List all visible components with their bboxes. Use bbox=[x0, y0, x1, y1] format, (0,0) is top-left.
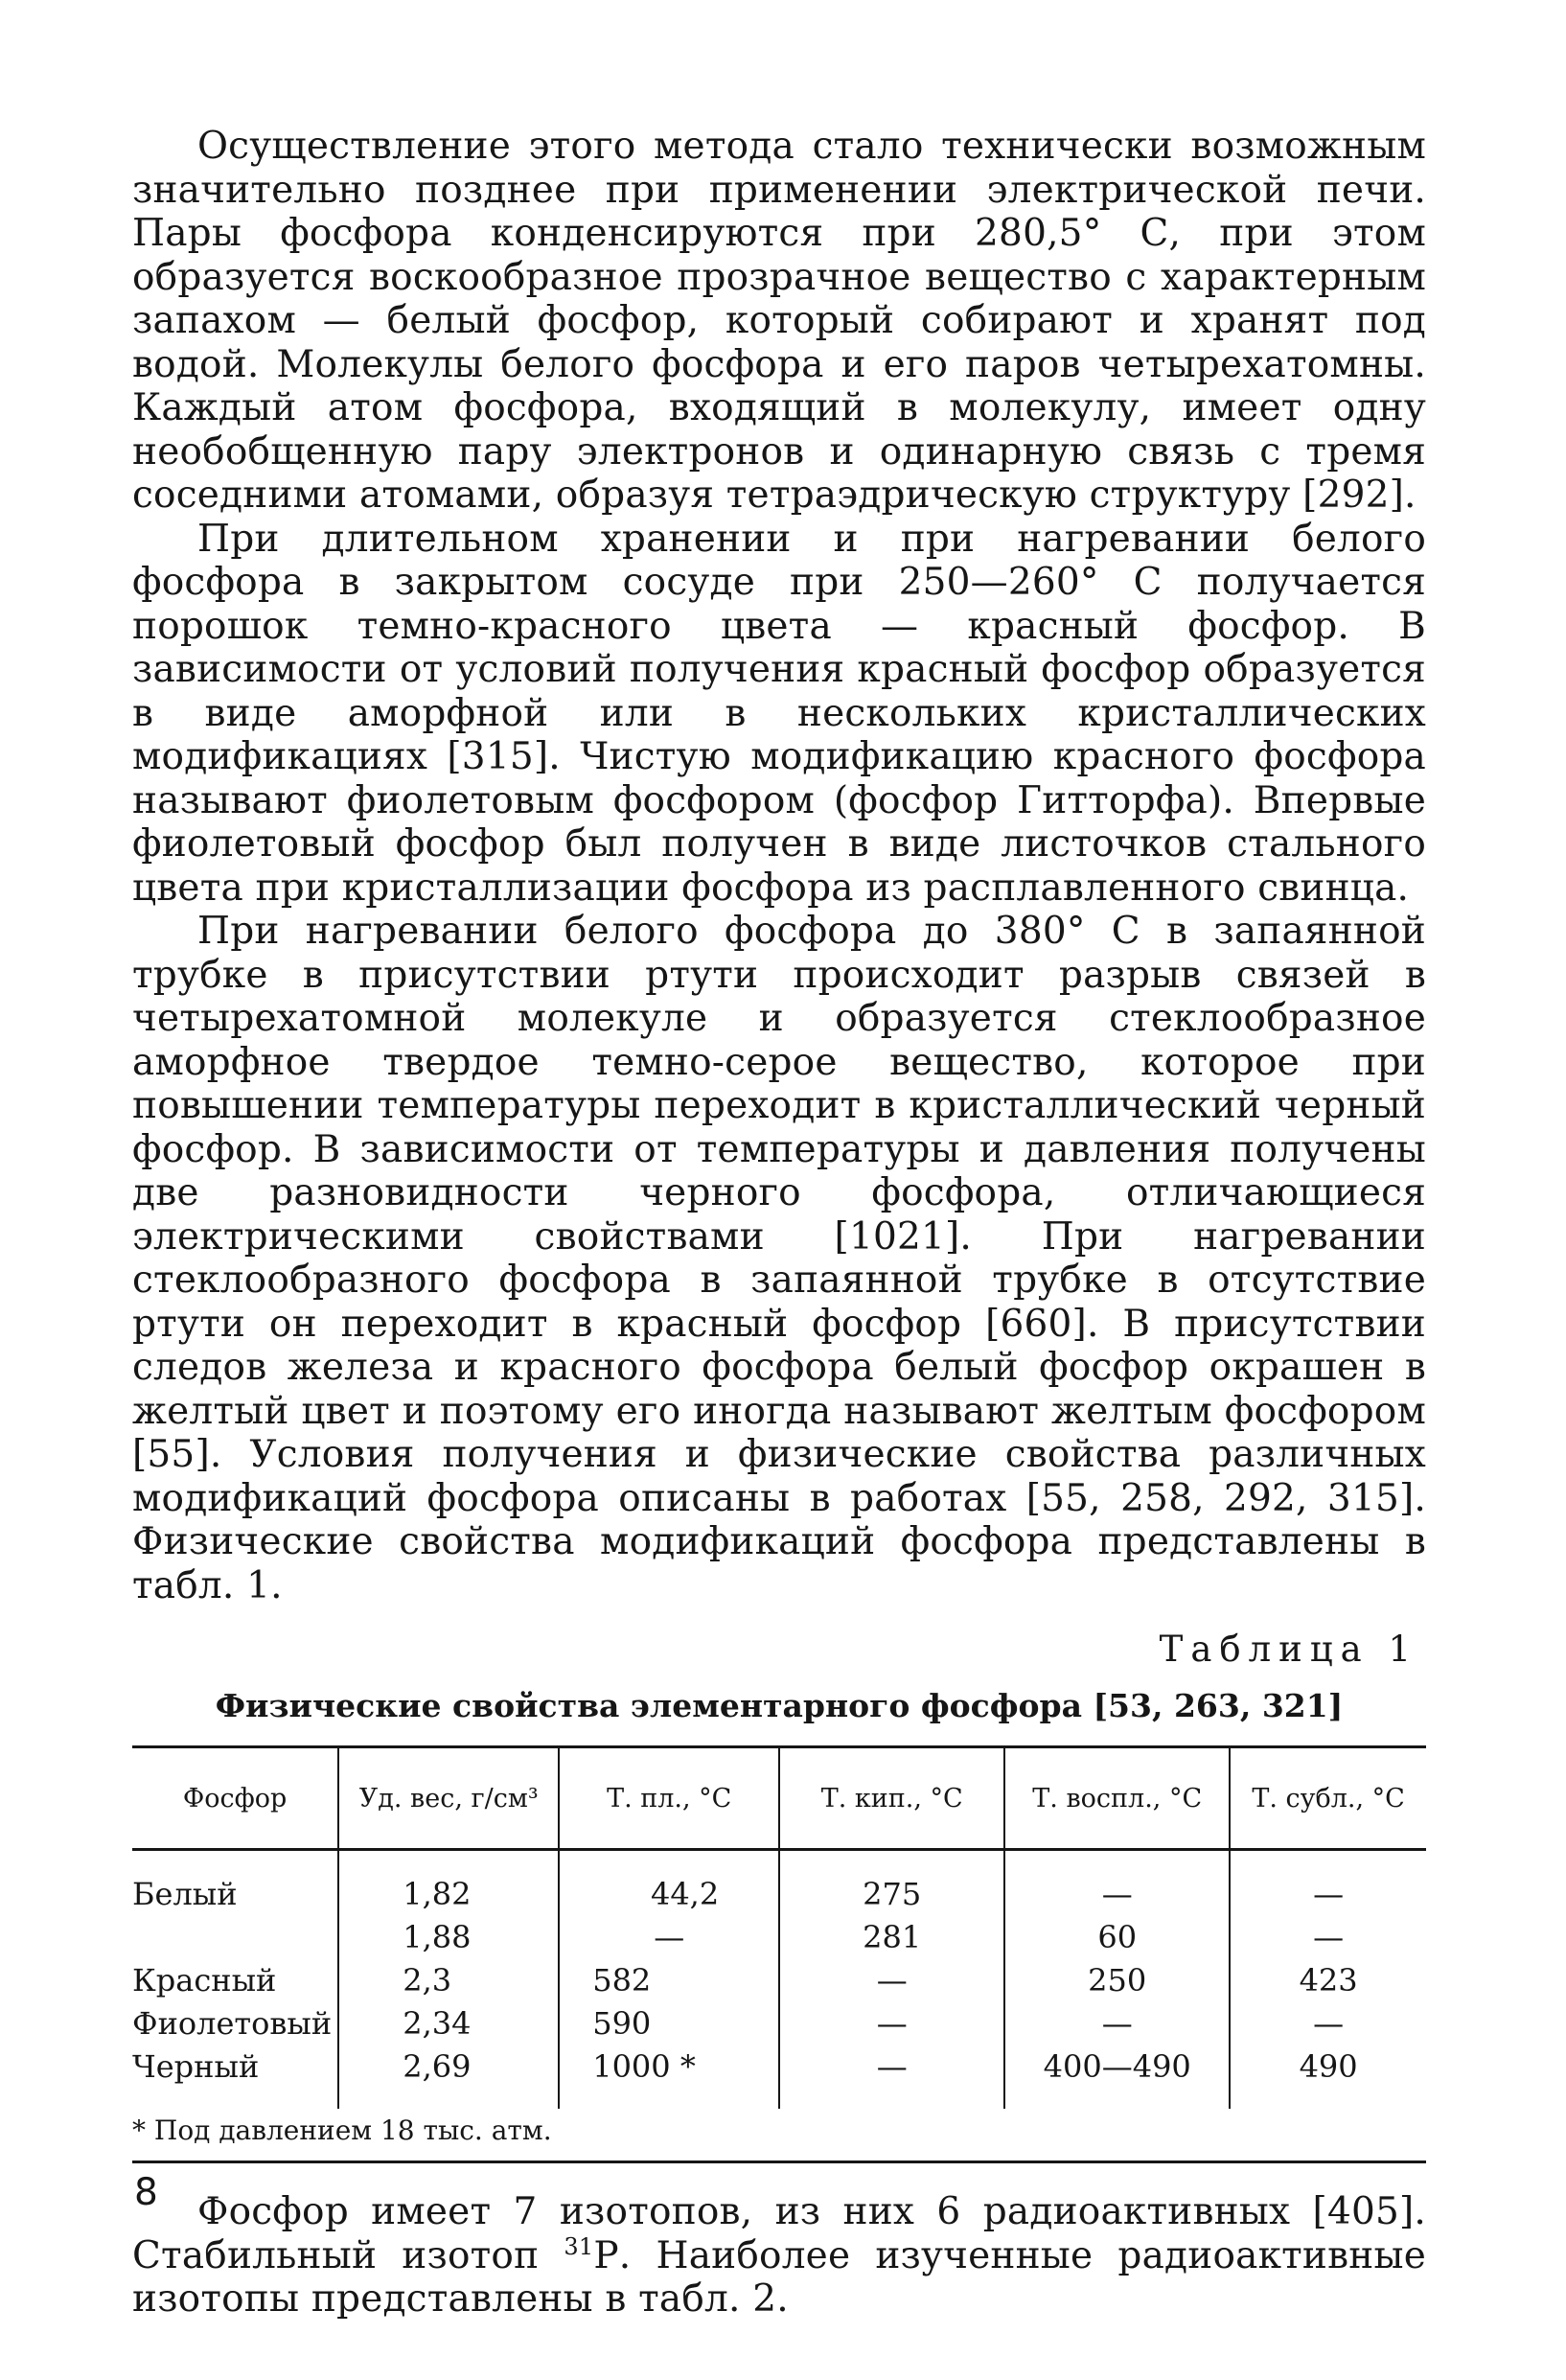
cell-name bbox=[132, 1915, 338, 1958]
table-label: Таблица 1 bbox=[1159, 1629, 1418, 1670]
phosphorus-properties-table bbox=[132, 1745, 1426, 2163]
cell-sublimation: 423 bbox=[1230, 1958, 1426, 2001]
table-footnote: * Под давлением 18 тыс. атм. bbox=[132, 2114, 552, 2146]
cell-name: Белый bbox=[132, 1875, 238, 1912]
table-row bbox=[132, 1850, 1426, 1916]
table-row bbox=[132, 2045, 1426, 2109]
cell-melting: — bbox=[559, 1915, 779, 1958]
cell-name: Фиолетовый bbox=[132, 2004, 333, 2042]
table-title: Физические свойства элементарного фосфора [53, 263, 321] bbox=[215, 1687, 1344, 1724]
final-text-start: Фосфор имеет 7 изотопов, из них 6 радиоактивных [405]. Стабильный изотоп bbox=[132, 2190, 1426, 2277]
cell-ignition: 60 bbox=[1004, 1915, 1230, 1958]
cell-ignition: — bbox=[1004, 2001, 1230, 2045]
table-row bbox=[132, 2001, 1426, 2045]
cell-boiling: — bbox=[779, 1958, 1004, 2001]
cell-ignition: — bbox=[1004, 1850, 1230, 1916]
cell-sublimation: — bbox=[1230, 2001, 1426, 2045]
table-row bbox=[132, 1958, 1426, 2001]
header-melting-point: Т. пл., °С bbox=[559, 1747, 779, 1850]
cell-ignition: 250 bbox=[1004, 1958, 1230, 2001]
cell-name: Красный bbox=[132, 1961, 277, 1999]
cell-melting: 582 bbox=[559, 1958, 779, 2001]
page-number: 8 bbox=[134, 2171, 158, 2214]
header-ignition-point: Т. воспл., °С bbox=[1004, 1747, 1230, 1850]
cell-boiling: — bbox=[779, 2045, 1004, 2109]
paragraph-3: При нагревании белого фосфора до 380° С в запаянной трубке в присутствии ртути происходит разрыв связей в четырехатомной молекуле и образуется стеклообразное аморфное твердое темно-серое вещество, которое при повышении температуры переходит в кристаллический черный фосфор. В зависимости от температуры и давления получены две разновидности черного фосфора, отличающиеся электрическими свойствами [1021]. При нагревании стеклообразного фосфора в запаянной трубке в отсутствие ртути он переходит в красный фосфор [660]. В присутствии следов железа и красного фосфора белый фосфор окрашен в желтый цвет и поэтому его иногда называют желтым фосфором [55]. Условия получения и физические свойства различных модификаций фосфора описаны в работах [55, 258, 292, 315]. Физические свойства модификаций фосфора представлены в табл. 1. bbox=[132, 910, 1426, 1607]
paragraph-1: Осуществление этого метода стало технически возможным значительно позднее при применении электрической печи. Пары фосфора конденсируются при 280,5° С, при этом образуется воскообразное прозрачное вещество с характерным запахом — белый фосфор, который собирают и хранят под водой. Молекулы белого фосфора и его паров четырехатомны. Каждый атом фосфора, входящий в молекулу, имеет одну необобщенную пару электронов и одинарную связь с тремя соседними атомами, образуя тетраэдрическую структуру [292]. bbox=[132, 125, 1426, 517]
cell-density: 2,34 bbox=[338, 2001, 559, 2045]
paragraph-2: При длительном хранении и при нагревании белого фосфора в закрытом сосуде при 250—260° С получается порошок темно-красного цвета — красный фосфор. В зависимости от условий получения красный фосфор образуется в виде аморфной или в нескольких кристаллических модификациях [315]. Чистую модификацию красного фосфора называют фиолетовым фосфором (фосфор Гитторфа). Впервые фиолетовый фосфор был получен в виде листочков стального цвета при кристаллизации фосфора из расплавленного свинца. bbox=[132, 517, 1426, 910]
cell-melting: 44,2 bbox=[559, 1850, 779, 1916]
table-header-row bbox=[132, 1747, 1426, 1850]
isotope-superscript: 31 bbox=[564, 2232, 594, 2260]
cell-name: Черный bbox=[132, 2047, 260, 2085]
cell-sublimation: — bbox=[1230, 1915, 1426, 1958]
header-density: Уд. вес, г/см³ bbox=[338, 1747, 559, 1850]
cell-density: 1,82 bbox=[338, 1850, 559, 1916]
header-sublimation-point: Т. субл., °С bbox=[1230, 1747, 1426, 1850]
paragraph-final bbox=[132, 2190, 1426, 2322]
table-footnote-row bbox=[132, 2109, 1426, 2162]
cell-sublimation: — bbox=[1230, 1850, 1426, 1916]
cell-boiling: 275 bbox=[779, 1850, 1004, 1916]
cell-melting: 1000 * bbox=[559, 2045, 779, 2109]
cell-density: 2,3 bbox=[338, 1958, 559, 2001]
cell-boiling: 281 bbox=[779, 1915, 1004, 1958]
header-phosphorus: Фосфор bbox=[132, 1747, 338, 1850]
page-body bbox=[132, 125, 1426, 2322]
cell-density: 1,88 bbox=[338, 1915, 559, 1958]
header-boiling-point: Т. кип., °С bbox=[779, 1747, 1004, 1850]
final-text-end: Р. Наиболее изученные радиоактивные изотопы представлены в табл. 2. bbox=[132, 2233, 1426, 2321]
cell-ignition: 400—490 bbox=[1004, 2045, 1230, 2109]
cell-density: 2,69 bbox=[338, 2045, 559, 2109]
cell-melting: 590 bbox=[559, 2001, 779, 2045]
cell-boiling: — bbox=[779, 2001, 1004, 2045]
cell-sublimation: 490 bbox=[1230, 2045, 1426, 2109]
table-row bbox=[132, 1915, 1426, 1958]
